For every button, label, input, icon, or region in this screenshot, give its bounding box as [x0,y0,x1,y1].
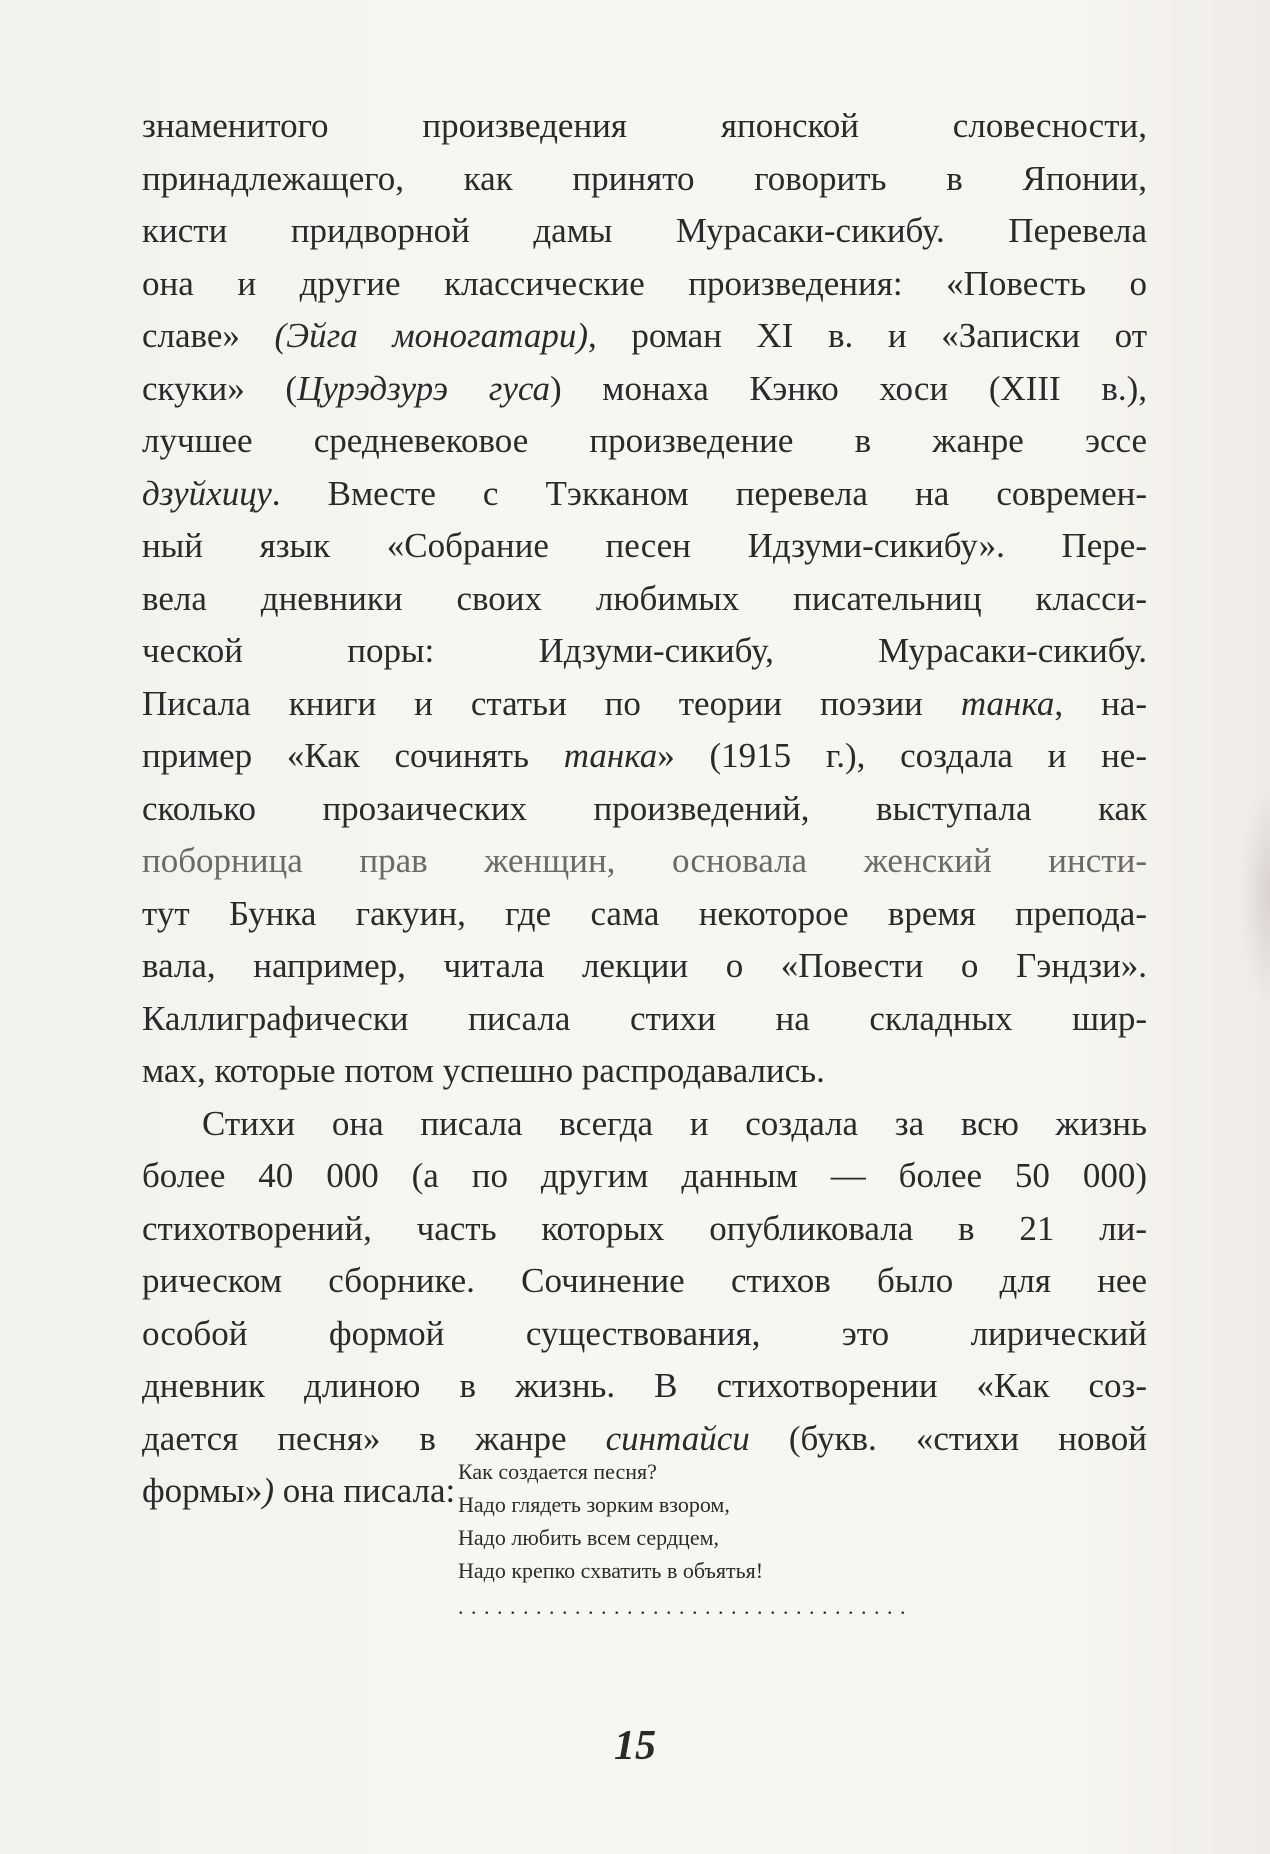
text-line [142,153,1147,206]
text-line [142,1150,1147,1203]
text-line [142,678,1147,731]
poem-line: Надо глядеть зорким взором, [458,1492,730,1517]
italic-term: Цурэдзурэ гуса [297,368,551,408]
text-segment: стихотворений, часть которых опубликовала в 21 ли- [142,1208,1147,1248]
italic-term: синтайси [605,1418,750,1458]
poem-ellipsis: . . . . . . . . . . . . . . . . . . . . . . . . . . . . . . . . . . . [458,1594,907,1619]
italic-term: ) [262,1471,274,1510]
text-line [142,1045,1147,1098]
text-segment: . Вместе с Тэкканом перевела на современ- [271,473,1147,513]
body-text [142,100,1147,1518]
text-segment: ) монаха Кэнко хоси (XIII в.), [550,368,1148,408]
text-segment: знаменитого произведения японской словесности, [142,106,1147,145]
text-line [142,205,1147,258]
text-segment: рическом сборнике. Сочинение стихов было для нее [142,1261,1147,1300]
text-segment: славе» [142,316,275,355]
text-segment: Писала книги и статьи по теории поэзии [142,683,961,723]
italic-term: танка [960,683,1055,723]
text-segment: вала, например, читала лекции о «Повести о Гэндзи». [142,946,1147,985]
italic-term: дзуйхицу [142,473,272,513]
poem-line: Как создается песня? [458,1459,657,1484]
text-segment: » (1915 г.), создала и не- [657,736,1147,775]
text-line [142,940,1147,993]
text-line [142,520,1147,573]
text-segment: тут Бунка гакуин, где сама некоторое время препода- [142,893,1147,933]
text-line [142,100,1147,153]
text-segment: принадлежащего, как принято говорить в Японии, [142,158,1147,198]
text-line [142,363,1147,416]
text-line [142,625,1147,678]
italic-term: танка [563,736,658,775]
text-segment: ческой поры: Идзуми-сикибу, Мурасаки-сикибу. [142,631,1147,670]
text-segment: ный язык «Собрание песен Идзуми-сикибу». Пере- [142,526,1147,565]
text-line [142,783,1147,836]
text-line [142,310,1147,363]
text-segment: особой формой существования, это лирический [142,1313,1147,1353]
text-segment: кисти придворной дамы Мурасаки-сикибу. Перевела [142,211,1147,250]
text-segment: поборница прав женщин, основала женский инсти- [142,841,1147,880]
text-segment: , на- [1054,683,1147,723]
text-segment: вела дневники своих любимых писательниц класси- [142,578,1147,618]
text-segment: мах, которые потом успешно распродавались. [142,1051,825,1090]
text-line [142,258,1147,311]
poem-quote [458,1455,907,1627]
poem-line: Надо любить всем сердцем, [458,1525,720,1550]
page-number: 15 [614,1723,656,1769]
text-segment: Каллиграфически писала стихи на складных шир- [142,998,1147,1038]
text-line [142,1098,1147,1151]
text-line [142,573,1147,626]
italic-term: (Эйга моногатари) [274,316,589,355]
page-edge-shadow [1240,780,1270,1010]
text-segment: (букв. «стихи новой [749,1418,1147,1458]
text-segment: дневник длиною в жизнь. В стихотворении «Как соз- [142,1366,1147,1405]
text-line [142,993,1147,1046]
text-line [142,730,1147,783]
text-line [142,888,1147,941]
text-segment: она писала: [273,1471,456,1510]
text-segment: дается песня» в жанре [142,1418,606,1458]
text-line [142,1360,1147,1413]
text-segment: сколько прозаических произведений, выступала как [142,788,1147,828]
text-segment: лучшее средневековое произведение в жанре эссе [142,421,1147,460]
text-line [142,468,1147,521]
text-line [142,835,1147,888]
text-segment: Стихи она писала всегда и создала за всю жизнь [202,1103,1147,1143]
text-line [142,1308,1147,1361]
poem-line: Надо крепко схватить в объятья! [458,1558,764,1583]
text-segment: более 40 000 (а по другим данным — более 50 000) [142,1156,1147,1195]
text-segment: формы» [142,1471,263,1510]
text-segment: , роман XI в. и «Записки от [588,316,1147,355]
text-segment: пример «Как сочинять [142,736,564,775]
text-line [142,1255,1147,1308]
text-segment: скуки» ( [142,368,298,408]
text-line [142,415,1147,468]
text-segment: она и другие классические произведения: «Повесть о [142,263,1147,303]
text-line [142,1203,1147,1256]
